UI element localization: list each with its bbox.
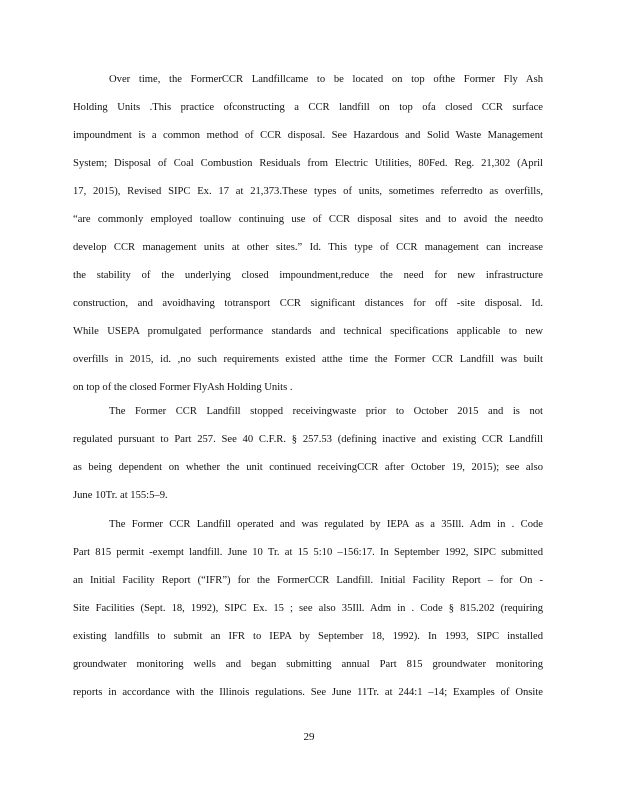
text-line: reports in accordance with the Illinois regulations. See June 11Tr. at 244:1 ‒14; Examples of Onsite [73,687,543,698]
text-line: System; Disposal of Coal Combustion Residuals from Electric Utilities, 80Fed. Reg. 21,302 (April [73,158,543,169]
text-line: regulated pursuant to Part 257. See 40 C.F.R. § 257.53 (defining inactive and existing CCR Landfill [73,434,543,445]
text-line: on top of the closed Former FlyAsh Holding Units . [73,382,293,393]
text-line: the stability of the underlying closed impoundment,reduce the need for new infrastructure [73,270,543,281]
text-line: as being dependent on whether the unit continued receivingCCR after October 19, 2015); see also [73,462,543,473]
paragraph-1 [73,66,543,402]
text-line: June 10Tr. at 155:5–9. [73,490,168,501]
text-line: impoundment is a common method of CCR disposal. See Hazardous and Solid Waste Management [73,130,543,141]
text-line: develop CCR management units at other sites.” Id. This type of CCR management can increase [73,242,543,253]
text-line: existing landfills to submit an IFR to IEPA by September 18, 1992). In 1993, SIPC installed [73,631,543,642]
text-line: construction, and avoidhaving totransport CCR significant distances for off -site disposal. Id. [73,298,543,309]
paragraph-3 [73,511,543,707]
text-line: overfills in 2015, id. ,no such requirements existed atthe time the Former CCR Landfill was built [73,354,543,365]
text-line: an Initial Facility Report (“IFR”) for the FormerCCR Landfill. Initial Facility Report – for On - [73,575,543,586]
text-line: The Former CCR Landfill stopped receivingwaste prior to October 2015 and is not [109,406,543,417]
text-line: Holding Units .This practice ofconstructing a CCR landfill on top ofa closed CCR surface [73,102,543,113]
text-line: While USEPA promulgated performance standards and technical specifications applicable to new [73,326,543,337]
text-line: Over time, the FormerCCR Landfillcame to be located on top ofthe Former Fly Ash [109,74,543,85]
text-line: The Former CCR Landfill operated and was regulated by IEPA as a 35Ill. Adm in . Code [109,519,543,530]
text-line: “are commonly employed toallow continuing use of CCR disposal sites and to avoid the needto [73,214,543,225]
text-line: 17, 2015), Revised SIPC Ex. 17 at 21,373.These types of units, sometimes referredto as overfills, [73,186,543,197]
paragraph-2 [73,398,543,510]
text-line: Part 815 permit -exempt landfill. June 10 Tr. at 15 5:10 ‒156:17. In September 1992, SIPC submitted [73,547,543,558]
text-line: Site Facilities (Sept. 18, 1992), SIPC Ex. 15 ; see also 35Ill. Adm in . Code § 815.202 (requiring [73,603,543,614]
page-number: 29 [303,731,315,743]
text-line: groundwater monitoring wells and began submitting annual Part 815 groundwater monitoring [73,659,543,670]
